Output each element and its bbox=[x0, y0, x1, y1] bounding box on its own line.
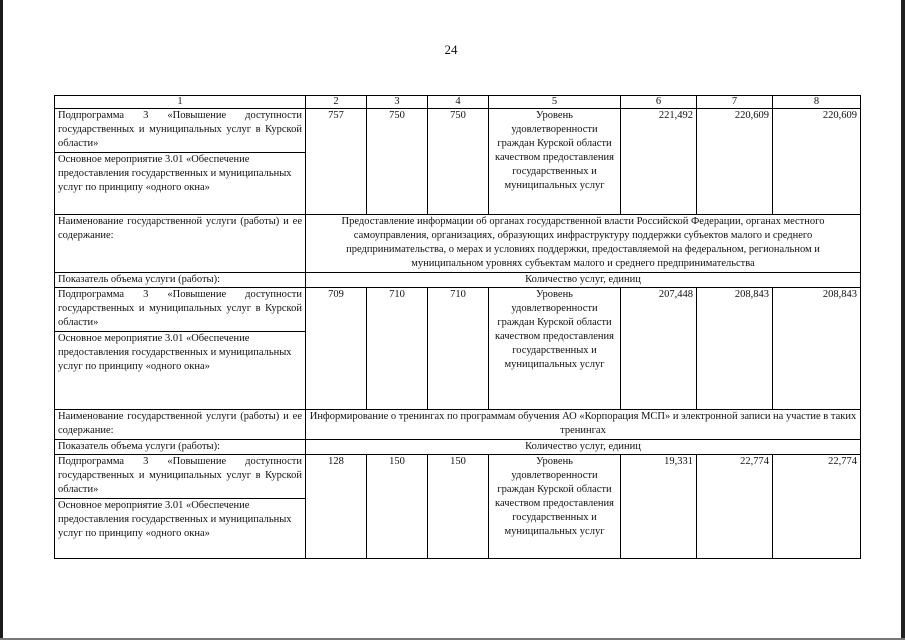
value-col7: 22,774 bbox=[697, 455, 773, 559]
activity-cell: Основное мероприятие 3.01 «Обеспечение предоставления государственных и муниципальных услуг по принципу «одного окна» bbox=[55, 499, 306, 559]
subprogram-cell: Подпрограмма 3 «Повышение доступности государственных и муниципальных услуг в Курской области» bbox=[55, 288, 306, 332]
column-number: 4 bbox=[428, 96, 489, 109]
subprogram-row bbox=[55, 455, 861, 499]
scan-edge-right bbox=[901, 0, 905, 640]
value-col8: 208,843 bbox=[773, 288, 861, 410]
scan-edge-left bbox=[0, 0, 3, 640]
value-col8: 220,609 bbox=[773, 109, 861, 215]
volume-indicator-row bbox=[55, 273, 861, 288]
column-number-row bbox=[55, 96, 861, 109]
value-col3: 150 bbox=[367, 455, 428, 559]
value-col3: 750 bbox=[367, 109, 428, 215]
service-name-label: Наименование государственной услуги (работы) и ее содержание: bbox=[55, 410, 306, 440]
value-col8: 22,774 bbox=[773, 455, 861, 559]
column-number: 8 bbox=[773, 96, 861, 109]
activity-cell: Основное мероприятие 3.01 «Обеспечение предоставления государственных и муниципальных услуг по принципу «одного окна» bbox=[55, 332, 306, 410]
volume-indicator-label: Показатель объема услуги (работы): bbox=[55, 273, 306, 288]
value-col4: 710 bbox=[428, 288, 489, 410]
column-number: 2 bbox=[306, 96, 367, 109]
column-number: 6 bbox=[621, 96, 697, 109]
indicator-cell: Уровень удовлетворенности граждан Курской области качеством предоставления государственных и муниципальных услуг bbox=[489, 455, 621, 559]
value-col4: 150 bbox=[428, 455, 489, 559]
subprogram-row bbox=[55, 288, 861, 332]
subprogram-row bbox=[55, 109, 861, 153]
volume-indicator-label: Показатель объема услуги (работы): bbox=[55, 440, 306, 455]
value-col3: 710 bbox=[367, 288, 428, 410]
volume-indicator-text: Количество услуг, единиц bbox=[306, 440, 861, 455]
value-col7: 220,609 bbox=[697, 109, 773, 215]
subprogram-cell: Подпрограмма 3 «Повышение доступности государственных и муниципальных услуг в Курской области» bbox=[55, 455, 306, 499]
service-name-label: Наименование государственной услуги (работы) и ее содержание: bbox=[55, 215, 306, 273]
service-name-row bbox=[55, 215, 861, 273]
column-number: 1 bbox=[55, 96, 306, 109]
column-number: 3 bbox=[367, 96, 428, 109]
value-col2: 128 bbox=[306, 455, 367, 559]
report-table bbox=[54, 95, 861, 559]
value-col6: 19,331 bbox=[621, 455, 697, 559]
volume-indicator-row bbox=[55, 440, 861, 455]
page-number: 24 bbox=[444, 42, 458, 57]
indicator-cell: Уровень удовлетворенности граждан Курской области качеством предоставления государственных и муниципальных услуг bbox=[489, 109, 621, 215]
column-number: 5 bbox=[489, 96, 621, 109]
service-name-text: Информирование о тренингах по программам обучения АО «Корпорация МСП» и электронной записи на участие в таких тренингах bbox=[306, 410, 861, 440]
value-col6: 207,448 bbox=[621, 288, 697, 410]
value-col6: 221,492 bbox=[621, 109, 697, 215]
indicator-cell: Уровень удовлетворенности граждан Курской области качеством предоставления государственных и муниципальных услуг bbox=[489, 288, 621, 410]
activity-cell: Основное мероприятие 3.01 «Обеспечение предоставления государственных и муниципальных услуг по принципу «одного окна» bbox=[55, 153, 306, 215]
value-col4: 750 bbox=[428, 109, 489, 215]
service-name-row bbox=[55, 410, 861, 440]
value-col2: 709 bbox=[306, 288, 367, 410]
value-col7: 208,843 bbox=[697, 288, 773, 410]
value-col2: 757 bbox=[306, 109, 367, 215]
subprogram-cell: Подпрограмма 3 «Повышение доступности государственных и муниципальных услуг в Курской области» bbox=[55, 109, 306, 153]
service-name-text: Предоставление информации об органах государственной власти Российской Федерации, органах местного самоуправления, организациях, образующих инфраструктуру поддержки субъектов малого и среднего предпринимательства, о мерах и условиях поддержки, предоставляемой на федеральном, региональном и муниципальном уровнях субъектам малого и среднего предпринимательства bbox=[306, 215, 861, 273]
volume-indicator-text: Количество услуг, единиц bbox=[306, 273, 861, 288]
column-number: 7 bbox=[697, 96, 773, 109]
